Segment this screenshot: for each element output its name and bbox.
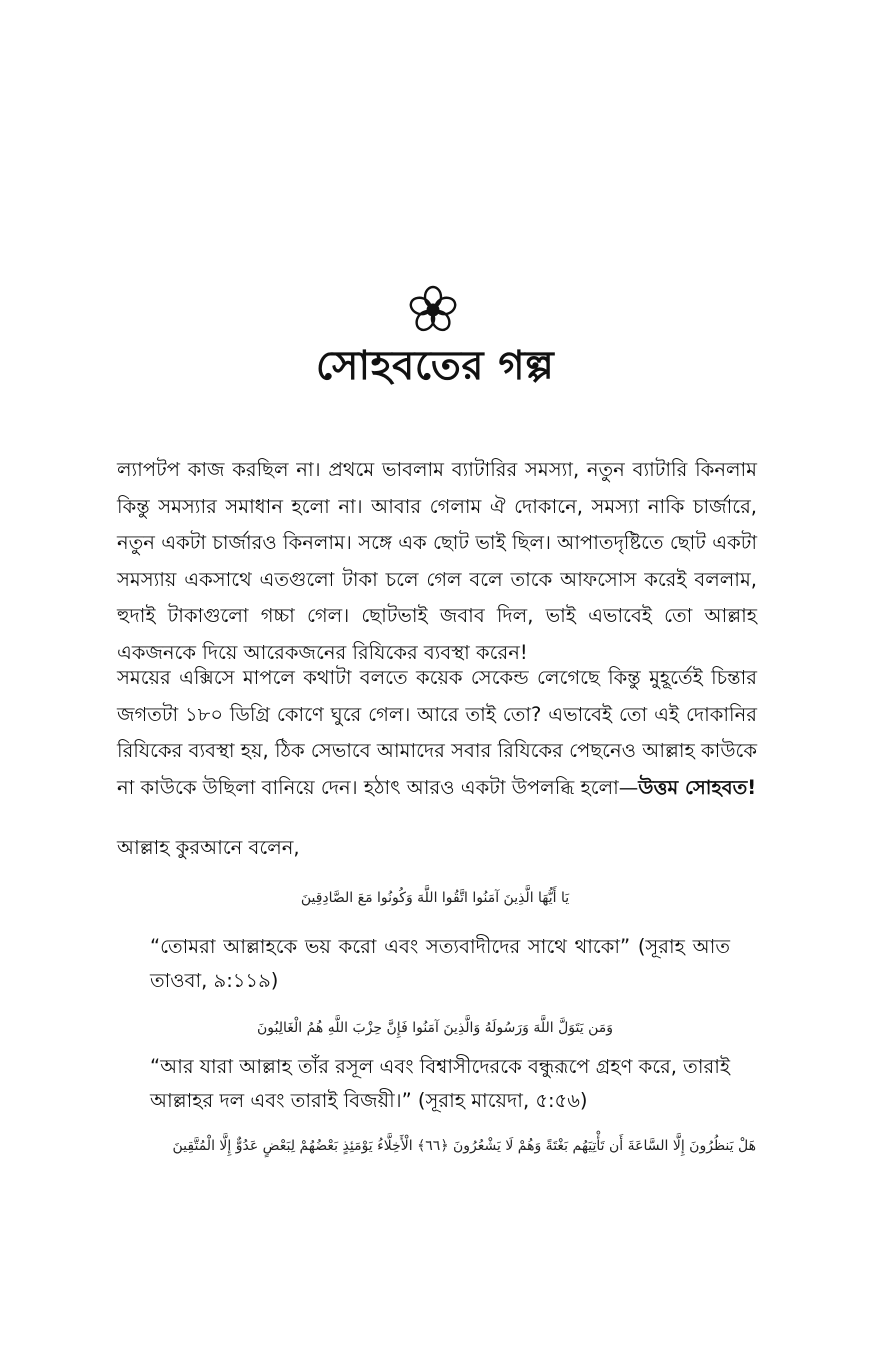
arabic-verse-zukhruf: هَلْ يَنظُرُونَ إِلَّا السَّاعَةَ أَن تَأْتِيَهُم بَغْتَةً وَهُمْ لَا يَشْعُرُونَ ﴿٦٦﴾ الْأَخِلَّاءُ يَوْمَئِذٍ بَعْضُهُمْ لِبَعْضٍ عَدُوٌّ إِلَّا الْمُتَّقِينَ	[172, 1138, 756, 1154]
arabic-verse-tawbah: يَا أَيُّهَا الَّذِينَ آمَنُوا اتَّقُوا اللَّهَ وَكُونُوا مَعَ الصَّادِقِينَ	[300, 890, 570, 906]
flower-ornament-icon	[405, 282, 461, 338]
paragraph-realization-text: সময়ের এক্সিসে মাপলে কথাটা বলতে কয়েক সেকেন্ড লেগেছে কিন্তু মুহূর্তেই চিন্তার জগতটা ১৮০ ডিগ্রি কোণে ঘুরে গেল। আরে তাই তো? এভাবেই তো এই দোকানির রিযিকের ব্যবস্থা হয়, ঠিক সেভাবে আমাদের সবার রিযিকের পেছনেও আল্লাহ কাউকে না কাউকে উছিলা বানিয়ে দেন। হঠাৎ আরও একটা উপলব্ধি হলো—	[117, 666, 757, 799]
paragraph-quran-intro: আল্লাহ কুরআনে বলেন,	[117, 836, 300, 859]
paragraph-realization	[117, 660, 757, 806]
translation-maidah: “আর যারা আল্লাহ তাঁর রসূল এবং বিশ্বাসীদেরকে বন্ধুরূপে গ্রহণ করে, তারাই আল্লাহর দল এবং তারাই বিজয়ী।” (সূরাহ মায়েদা, ৫:৫৬)	[150, 1055, 730, 1112]
chapter-title: সোহবতের গল্প	[315, 343, 555, 389]
highlight-good-company: উত্তম সোহবত!	[638, 775, 757, 799]
paragraph-laptop-story: ল্যাপটপ কাজ করছিল না। প্রথমে ভাবলাম ব্যাটারির সমস্যা, নতুন ব্যাটারি কিনলাম কিন্তু সমস্যার সমাধান হলো না। আবার গেলাম ঐ দোকানে, সমস্যা নাকি চার্জারে, নতুন একটা চার্জারও কিনলাম। সঙ্গে এক ছোট ভাই ছিল। আপাতদৃষ্টিতে ছোট একটা সমস্যায় একসাথে এতগুলো টাকা চলে গেল বলে তাকে আফসোস করেই বললাম, হুদাই টাকাগুলো গচ্চা গেল। ছোটভাই জবাব দিল, ভাই এভাবেই তো আল্লাহ একজনকে দিয়ে আরেকজনের রিযিকের ব্যবস্থা করেন!	[117, 458, 757, 664]
translation-tawbah: “তোমরা আল্লাহকে ভয় করো এবং সত্যবাদীদের সাথে থাকো” (সূরাহ আত তাওবা, ৯:১১৯)	[150, 935, 730, 992]
arabic-verse-maidah: وَمَن يَتَوَلَّ اللَّهَ وَرَسُولَهُ وَالَّذِينَ آمَنُوا فَإِنَّ حِزْبَ اللَّهِ هُمُ الْغَالِبُونَ	[256, 1020, 614, 1036]
